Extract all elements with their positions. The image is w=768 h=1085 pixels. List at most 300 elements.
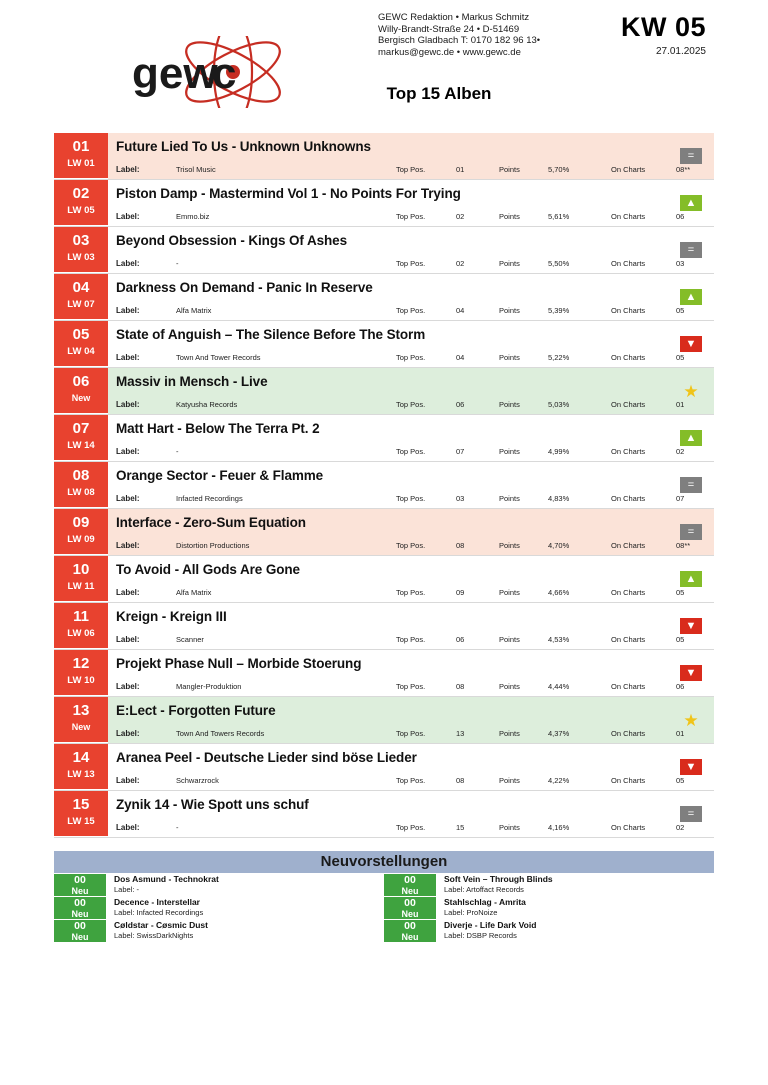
neu-rank-sub: Neu	[71, 932, 89, 942]
trend-down-icon: ▼	[680, 759, 702, 775]
neu-title: Dos Asmund - Technokrat	[114, 874, 219, 884]
oncharts-key: On Charts	[611, 776, 646, 785]
rank-number: 02	[72, 185, 90, 202]
neu-label: Label: SwissDarkNights	[114, 931, 194, 940]
points-value: 4,44%	[548, 682, 570, 691]
oncharts-key: On Charts	[611, 400, 646, 409]
chart-entry	[54, 133, 714, 180]
points-key: Points	[499, 729, 520, 738]
contact-line-3: Bergisch Gladbach T: 0170 182 96 13•	[378, 35, 541, 46]
points-key: Points	[499, 306, 520, 315]
chart-entry	[54, 180, 714, 227]
entry-title: Projekt Phase Null – Morbide Stoerung	[116, 656, 362, 671]
oncharts-value: 02	[676, 823, 685, 832]
entry-body	[108, 180, 685, 226]
contact-line-2: Willy-Brandt-Straße 24 • D-51469	[378, 23, 520, 35]
rank-number: 10	[72, 561, 90, 578]
rank-number: 12	[72, 655, 90, 672]
label-value: Distortion Productions	[176, 541, 250, 550]
oncharts-value: 06	[676, 682, 685, 691]
rank-number: 08	[72, 467, 90, 484]
entry-title: Piston Damp - Mastermind Vol 1 - No Points For Trying	[116, 186, 461, 201]
entry-meta	[116, 350, 685, 366]
neu-info	[106, 897, 203, 919]
document-header	[0, 0, 768, 122]
neu-info	[436, 874, 553, 896]
label-key: Label:	[116, 823, 140, 832]
chart-entry	[54, 321, 714, 368]
oncharts-value: 05	[676, 776, 685, 785]
rank-number: 15	[72, 796, 90, 813]
toppos-value: 08	[456, 776, 465, 785]
rank-badge	[54, 509, 108, 555]
rank-badge	[54, 744, 108, 790]
entry-meta	[116, 726, 685, 742]
label-key: Label:	[116, 165, 140, 174]
neu-label: Label: -	[114, 885, 140, 894]
svg-text:gew: gew	[132, 49, 218, 98]
entry-body	[108, 791, 685, 837]
oncharts-key: On Charts	[611, 682, 646, 691]
entry-meta	[116, 444, 685, 460]
oncharts-key: On Charts	[611, 494, 646, 503]
rank-number: 05	[72, 326, 90, 343]
oncharts-value: 07	[676, 494, 685, 503]
toppos-key: Top Pos.	[396, 823, 426, 832]
oncharts-key: On Charts	[611, 588, 646, 597]
points-value: 5,22%	[548, 353, 570, 362]
oncharts-value: 08**	[676, 165, 691, 174]
points-key: Points	[499, 682, 520, 691]
entry-meta	[116, 632, 685, 648]
toppos-key: Top Pos.	[396, 682, 426, 691]
neu-rank-number: 00	[404, 897, 416, 909]
rank-badge	[54, 180, 108, 226]
entry-body	[108, 227, 685, 273]
last-week: LW 09	[67, 534, 95, 545]
neu-rank-badge	[54, 920, 106, 942]
chart-entry	[54, 274, 714, 321]
last-week: LW 04	[67, 346, 95, 357]
page-title: Top 15 Alben	[386, 84, 492, 103]
oncharts-value: 05	[676, 353, 685, 362]
trend-cell	[668, 227, 714, 273]
label-key: Label:	[116, 776, 140, 785]
neu-rank-badge	[384, 920, 436, 942]
rank-number: 11	[73, 608, 89, 625]
neu-label: Label: Artoffact Records	[444, 885, 524, 894]
neu-label: Label: DSBP Records	[444, 931, 517, 940]
label-key: Label:	[116, 400, 140, 409]
entry-body	[108, 509, 691, 555]
rank-badge	[54, 321, 108, 367]
oncharts-value: 06	[676, 212, 685, 221]
trend-same-icon: =	[680, 806, 702, 822]
oncharts-key: On Charts	[611, 306, 646, 315]
neuvorstellung-item	[384, 874, 714, 896]
toppos-value: 07	[456, 447, 465, 456]
entry-title: Interface - Zero-Sum Equation	[116, 515, 306, 530]
entry-body	[108, 556, 685, 602]
neu-label: Label: Infacted Recordings	[114, 908, 204, 917]
neu-info	[106, 920, 208, 942]
neuvorstellung-item	[54, 874, 384, 896]
neu-rank-sub: Neu	[401, 932, 419, 942]
rank-badge	[54, 227, 108, 273]
toppos-value: 06	[456, 635, 465, 644]
label-value: Town And Tower Records	[176, 353, 261, 362]
points-value: 5,03%	[548, 400, 570, 409]
trend-cell	[668, 321, 714, 367]
rank-badge	[54, 368, 108, 414]
oncharts-key: On Charts	[611, 212, 646, 221]
toppos-key: Top Pos.	[396, 165, 426, 174]
last-week: LW 13	[67, 769, 95, 780]
toppos-key: Top Pos.	[396, 212, 426, 221]
toppos-value: 08	[456, 541, 465, 550]
last-week: LW 06	[67, 628, 95, 639]
points-value: 5,70%	[548, 165, 570, 174]
trend-same-icon: =	[680, 148, 702, 164]
neuvorstellung-item	[54, 920, 384, 942]
entry-meta	[116, 679, 685, 695]
neuvorstellung-item	[54, 897, 384, 919]
trend-cell	[668, 180, 714, 226]
label-key: Label:	[116, 306, 140, 315]
points-value: 5,39%	[548, 306, 570, 315]
trend-cell	[668, 603, 714, 649]
points-key: Points	[499, 447, 520, 456]
neu-info	[106, 874, 219, 896]
points-value: 4,70%	[548, 541, 570, 550]
last-week: New	[71, 722, 91, 732]
neu-rank-badge	[384, 874, 436, 896]
rank-badge	[54, 650, 108, 696]
entry-title: Beyond Obsession - Kings Of Ashes	[116, 233, 347, 248]
oncharts-key: On Charts	[611, 635, 646, 644]
trend-cell	[668, 415, 714, 461]
trend-cell	[668, 274, 714, 320]
contact-line-1: GEWC Redaktion • Markus Schmitz	[378, 12, 530, 23]
trend-down-icon: ▼	[680, 618, 702, 634]
toppos-key: Top Pos.	[396, 494, 426, 503]
entry-meta	[116, 256, 685, 272]
trend-cell	[668, 791, 714, 837]
oncharts-value: 05	[676, 306, 685, 315]
oncharts-key: On Charts	[611, 353, 646, 362]
points-value: 4,99%	[548, 447, 570, 456]
oncharts-key: On Charts	[611, 259, 646, 268]
rank-number: 03	[72, 232, 90, 249]
rank-number: 09	[72, 514, 90, 531]
neu-title: Stahlschlag - Amrita	[444, 897, 526, 907]
toppos-key: Top Pos.	[396, 588, 426, 597]
entry-title: E:Lect - Forgotten Future	[116, 703, 276, 718]
points-key: Points	[499, 165, 520, 174]
trend-star-icon: ★	[683, 381, 699, 401]
rank-badge	[54, 415, 108, 461]
entry-body	[108, 133, 691, 179]
entry-body	[108, 603, 685, 649]
trend-down-icon: ▼	[680, 665, 702, 681]
label-value: Emmo.biz	[176, 212, 210, 221]
neu-rank-number: 00	[404, 874, 416, 886]
points-key: Points	[499, 588, 520, 597]
points-value: 4,66%	[548, 588, 570, 597]
points-key: Points	[499, 541, 520, 550]
chart-entry	[54, 556, 714, 603]
contact-line-4: markus@gewc.de • www.gewc.de	[378, 46, 521, 58]
chart-entry	[54, 744, 714, 791]
neu-rank-sub: Neu	[71, 909, 89, 919]
entry-meta	[116, 773, 685, 789]
last-week: LW 08	[67, 487, 95, 498]
toppos-key: Top Pos.	[396, 447, 426, 456]
entry-meta	[116, 397, 685, 413]
points-value: 5,50%	[548, 259, 570, 268]
neu-rank-badge	[54, 874, 106, 896]
rank-number: 14	[72, 749, 90, 766]
oncharts-key: On Charts	[611, 541, 646, 550]
label-key: Label:	[116, 541, 140, 550]
neu-rank-badge	[54, 897, 106, 919]
points-value: 4,16%	[548, 823, 570, 832]
toppos-value: 13	[456, 729, 465, 738]
entry-title: Aranea Peel - Deutsche Lieder sind böse Lieder	[116, 750, 417, 765]
oncharts-key: On Charts	[611, 729, 646, 738]
trend-cell	[668, 697, 714, 743]
neuvorstellungen-grid	[54, 874, 714, 943]
trend-cell	[668, 744, 714, 790]
toppos-value: 15	[456, 823, 465, 832]
trend-up-icon: ▲	[680, 571, 702, 587]
toppos-value: 08	[456, 682, 465, 691]
rank-number: 13	[72, 702, 90, 719]
neu-rank-number: 00	[74, 874, 86, 886]
oncharts-key: On Charts	[611, 823, 646, 832]
svg-text:c: c	[212, 49, 237, 98]
rank-number: 04	[72, 279, 90, 296]
trend-cell	[668, 509, 714, 555]
entry-title: Zynik 14 - Wie Spott uns schuf	[116, 797, 309, 812]
neuvorstellungen-column-left	[54, 874, 384, 943]
chart-entry	[54, 697, 714, 744]
entry-body	[108, 415, 685, 461]
neu-rank-number: 00	[404, 920, 416, 932]
entry-meta	[116, 303, 685, 319]
toppos-key: Top Pos.	[396, 259, 426, 268]
entry-body	[108, 744, 685, 790]
trend-same-icon: =	[680, 242, 702, 258]
label-value: Town And Towers Records	[176, 729, 265, 738]
last-week: LW 03	[67, 252, 95, 263]
entry-title: Kreign - Kreign III	[116, 609, 227, 624]
entry-title: Massiv in Mensch - Live	[116, 374, 268, 389]
chart-entry	[54, 368, 714, 415]
oncharts-value: 05	[676, 635, 685, 644]
toppos-value: 06	[456, 400, 465, 409]
neu-rank-sub: Neu	[401, 909, 419, 919]
entry-meta	[116, 585, 685, 601]
label-key: Label:	[116, 494, 140, 503]
label-key: Label:	[116, 635, 140, 644]
label-value: Trisol Music	[176, 165, 216, 174]
trend-same-icon: =	[680, 477, 702, 493]
toppos-key: Top Pos.	[396, 776, 426, 785]
points-value: 4,22%	[548, 776, 570, 785]
entry-meta	[116, 209, 685, 225]
neu-rank-number: 00	[74, 897, 86, 909]
toppos-key: Top Pos.	[396, 400, 426, 409]
toppos-value: 02	[456, 259, 465, 268]
rank-number: 07	[72, 420, 90, 437]
label-value: Infacted Recordings	[176, 494, 243, 503]
toppos-value: 01	[456, 165, 465, 174]
entry-title: Darkness On Demand - Panic In Reserve	[116, 280, 373, 295]
oncharts-value: 01	[676, 729, 685, 738]
rank-badge	[54, 556, 108, 602]
oncharts-value: 08**	[676, 541, 691, 550]
toppos-value: 04	[456, 306, 465, 315]
last-week: LW 14	[67, 440, 95, 451]
neu-rank-number: 00	[74, 920, 86, 932]
label-value: Alfa Matrix	[176, 306, 212, 315]
chart-entry	[54, 650, 714, 697]
neu-title: Soft Vein – Through Blinds	[444, 874, 553, 884]
label-value: -	[176, 823, 179, 832]
points-value: 4,53%	[548, 635, 570, 644]
entry-body	[108, 697, 685, 743]
rank-badge	[54, 791, 108, 837]
rank-badge	[54, 462, 108, 508]
rank-badge	[54, 274, 108, 320]
neu-rank-sub: Neu	[71, 886, 89, 896]
trend-up-icon: ▲	[680, 195, 702, 211]
points-key: Points	[499, 259, 520, 268]
entry-meta	[116, 491, 685, 507]
toppos-value: 02	[456, 212, 465, 221]
label-key: Label:	[116, 259, 140, 268]
label-key: Label:	[116, 353, 140, 362]
points-key: Points	[499, 776, 520, 785]
neu-label: Label: ProNoize	[444, 908, 498, 917]
neuvorstellungen-heading: Neuvorstellungen	[54, 851, 714, 873]
points-key: Points	[499, 353, 520, 362]
chart-entry	[54, 509, 714, 556]
trend-cell	[668, 650, 714, 696]
trend-cell	[668, 133, 714, 179]
oncharts-value: 05	[676, 588, 685, 597]
label-key: Label:	[116, 588, 140, 597]
points-value: 4,37%	[548, 729, 570, 738]
chart-entry	[54, 462, 714, 509]
last-week: LW 10	[67, 675, 95, 686]
label-value: Katyusha Records	[176, 400, 238, 409]
label-key: Label:	[116, 447, 140, 456]
week-block	[621, 12, 706, 57]
neu-info	[436, 920, 536, 942]
trend-down-icon: ▼	[680, 336, 702, 352]
oncharts-value: 02	[676, 447, 685, 456]
toppos-key: Top Pos.	[396, 353, 426, 362]
neu-title: Decence - Interstellar	[114, 897, 200, 907]
points-value: 4,83%	[548, 494, 570, 503]
last-week: New	[71, 393, 91, 403]
points-key: Points	[499, 823, 520, 832]
neu-title: Diverje - Life Dark Void	[444, 920, 537, 930]
toppos-key: Top Pos.	[396, 729, 426, 738]
contact-block	[378, 12, 540, 58]
label-value: -	[176, 259, 179, 268]
chart-entry	[54, 227, 714, 274]
entry-meta	[116, 820, 685, 836]
points-key: Points	[499, 635, 520, 644]
label-value: Mangler-Produktion	[176, 682, 242, 691]
entry-body	[108, 274, 685, 320]
trend-star-icon: ★	[683, 710, 699, 730]
last-week: LW 05	[67, 205, 95, 216]
entry-title: To Avoid - All Gods Are Gone	[116, 562, 300, 577]
last-week: LW 15	[67, 816, 95, 827]
entry-body	[108, 321, 685, 367]
label-value: Scanner	[176, 635, 204, 644]
chart-list	[54, 133, 714, 838]
entry-title: Future Lied To Us - Unknown Unknowns	[116, 139, 371, 154]
rank-badge	[54, 697, 108, 743]
label-key: Label:	[116, 212, 140, 221]
points-value: 5,61%	[548, 212, 570, 221]
label-value: -	[176, 447, 179, 456]
last-week: LW 11	[67, 581, 95, 592]
entry-title: State of Anguish – The Silence Before The Storm	[116, 327, 426, 342]
chart-entry	[54, 603, 714, 650]
toppos-value: 09	[456, 588, 465, 597]
neuvorstellung-item	[384, 897, 714, 919]
week-number: KW 05	[620, 12, 706, 42]
toppos-key: Top Pos.	[396, 635, 426, 644]
entry-title: Orange Sector - Feuer & Flamme	[116, 468, 324, 483]
rank-badge	[54, 603, 108, 649]
neu-title: Cøldstar - Cøsmic Dust	[114, 920, 208, 930]
trend-up-icon: ▲	[680, 289, 702, 305]
trend-cell	[668, 462, 714, 508]
entry-meta	[116, 538, 691, 554]
oncharts-key: On Charts	[611, 447, 646, 456]
issue-date: 27.01.2025	[655, 46, 706, 57]
toppos-value: 03	[456, 494, 465, 503]
label-value: Alfa Matrix	[176, 588, 212, 597]
last-week: LW 01	[67, 158, 95, 169]
label-key: Label:	[116, 682, 140, 691]
neu-info	[436, 897, 526, 919]
neuvorstellungen-column-right	[384, 874, 714, 943]
toppos-key: Top Pos.	[396, 306, 426, 315]
last-week: LW 07	[67, 299, 95, 310]
entry-body	[108, 650, 685, 696]
trend-up-icon: ▲	[680, 430, 702, 446]
neuvorstellung-item	[384, 920, 714, 942]
trend-cell	[668, 368, 714, 414]
chart-entry	[54, 415, 714, 462]
neu-rank-sub: Neu	[401, 886, 419, 896]
points-key: Points	[499, 212, 520, 221]
oncharts-value: 03	[676, 259, 685, 268]
chart-entry	[54, 791, 714, 838]
label-value: Schwarzrock	[176, 776, 219, 785]
rank-number: 06	[72, 373, 90, 390]
trend-cell	[668, 556, 714, 602]
entry-body	[108, 368, 685, 414]
